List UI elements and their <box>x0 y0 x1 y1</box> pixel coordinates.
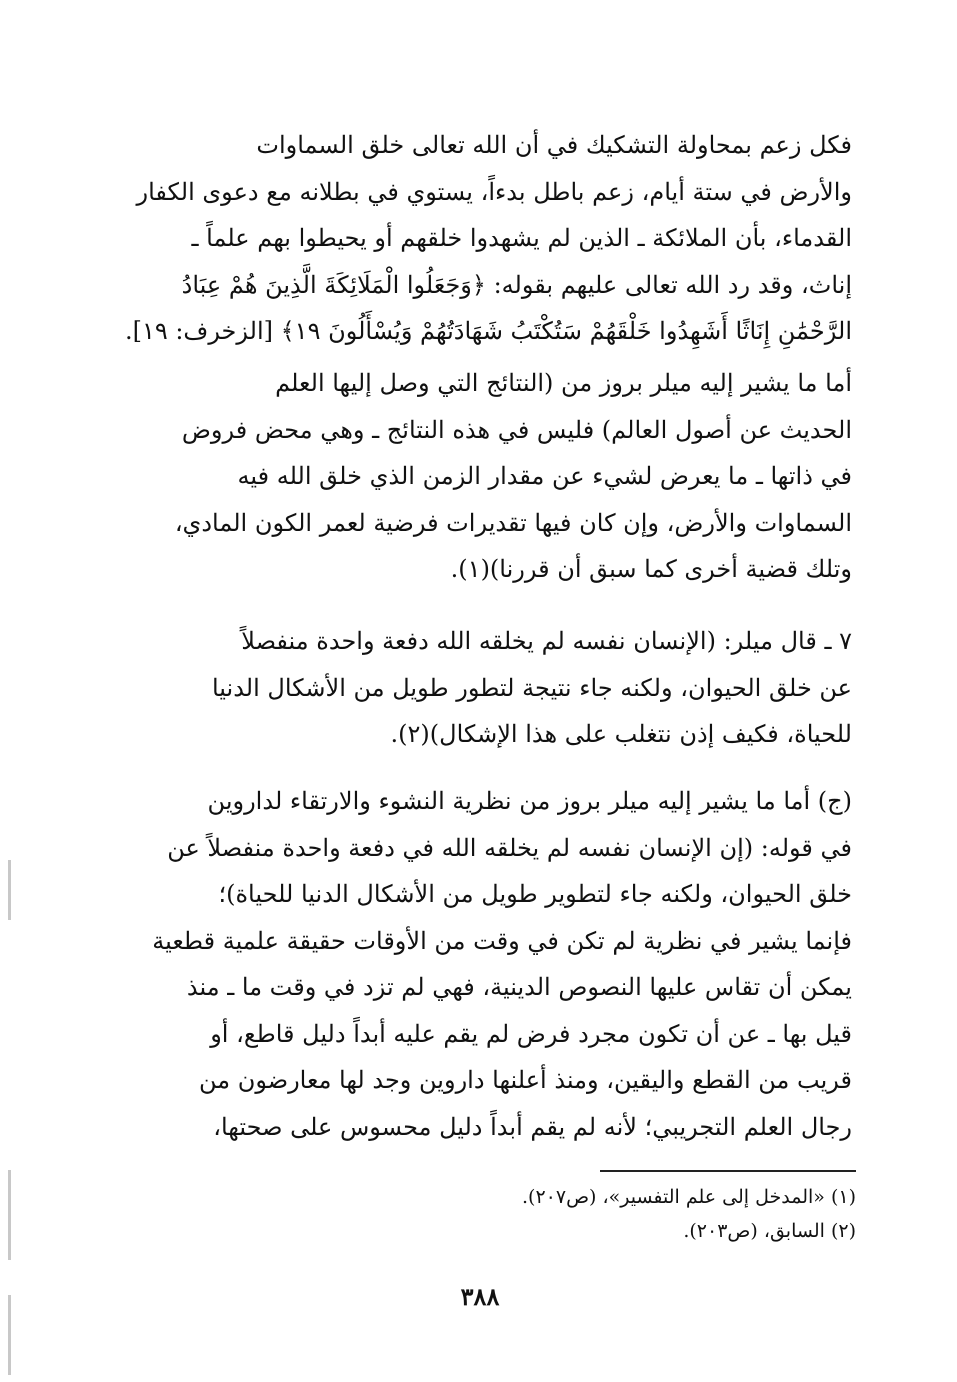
scan-edge-mark <box>8 1295 11 1375</box>
text-line: يمكن أن تقاس عليها النصوص الدينية، فهي لم تزد في وقت ما ـ منذ <box>186 973 852 1001</box>
text-line: القدماء، بأن الملائكة ـ الذين لم يشهدوا خلقهم أو يحيطوا بهم علماً ـ <box>191 224 852 252</box>
quran-verse-line: إناث، وقد رد الله تعالى عليهم بقوله: ﴿وَجَعَلُوا الْمَلَائِكَةَ الَّذِينَ هُمْ عِبَادُ <box>181 270 852 299</box>
text-line: قيل بها ـ عن أن تكون مجرد فرض لم يقم عليه أبداً دليل قاطع، أو <box>210 1019 852 1048</box>
text-line: والأرض في ستة أيام، زعم باطل بدءاً، يستوي في بطلانه مع دعوى الكفار <box>136 177 852 206</box>
paragraph-2 <box>96 360 852 593</box>
footnote-2: (٢) السابق، (ص٢٠٣). <box>683 1220 856 1242</box>
text-line: أما ما يشير إليه ميلر بروز من (النتائج التي وصل إليها العلم <box>275 369 852 397</box>
text-line: فكل زعم بمحاولة التشكيك في أن الله تعالى خلق السماوات <box>256 131 852 159</box>
footnotes <box>300 1180 856 1248</box>
text-line: فإنما يشير في نظرية لم تكن في وقت من الأوقات حقيقة علمية قطعية <box>152 926 852 955</box>
text-line: (ج) أما ما يشير إليه ميلر بروز من نظرية النشوء والارتقاء لداروين <box>207 787 852 815</box>
quran-verse-line: الرَّحْمَٰنِ إِنَاثًا أَشَهِدُوا خَلْقَهُمْ سَتُكْتَبُ شَهَادَتُهُمْ وَيُسْأَلُونَ ١٩﴾ [الزخرف: ١٩]. <box>124 317 852 345</box>
text-line: للحياة، فكيف إذن نتغلب على هذا الإشكال)(٢). <box>390 720 852 748</box>
paragraph-4 <box>96 778 852 1150</box>
text-line: وتلك قضية أخرى كما سبق أن قررنا)(١). <box>450 555 852 583</box>
text-line: في ذاتها ـ ما يعرض لشيء عن مقدار الزمن الذي خلق الله فيه <box>237 462 852 490</box>
scan-edge-mark <box>8 860 11 920</box>
text-line: السماوات والأرض، وإن كان فيها تقديرات فرضية لعمر الكون المادي، <box>174 508 852 537</box>
text-line: رجال العلم التجريبي؛ لأنه لم يقم أبداً دليل محسوس على صحتها، <box>213 1112 852 1141</box>
text-line: الحديث عن أصول العالم) فليس في هذه النتائج ـ وهي محض فروض <box>181 415 852 444</box>
paragraph-1 <box>96 122 852 355</box>
text-line: في قوله: (إن الإنسان نفسه لم يخلقه الله في دفعة واحدة منفصلاً عن <box>167 833 852 862</box>
text-line: خلق الحيوان، ولكنه جاء لتطوير طويل من الأشكال الدنيا للحياة)؛ <box>218 880 852 908</box>
text-line: عن خلق الحيوان، ولكنه جاء نتيجة لتطور طويل من الأشكال الدنيا <box>211 673 852 702</box>
footnote-1: (١) «المدخل إلى علم التفسير»، (ص٢٠٧). <box>521 1186 856 1208</box>
scan-edge-mark <box>8 1170 11 1260</box>
text-line: قريب من القطع واليقين، ومنذ أعلنها داروين وجد لها معارضون من <box>198 1066 852 1094</box>
page-number: ٣٨٨ <box>460 1282 500 1311</box>
footnote-divider <box>600 1170 856 1172</box>
paragraph-3 <box>96 618 852 758</box>
text-line: ٧ ـ قال ميلر: (الإنسان نفسه لم يخلقه الله دفعة واحدة منفصلاً <box>241 627 852 655</box>
